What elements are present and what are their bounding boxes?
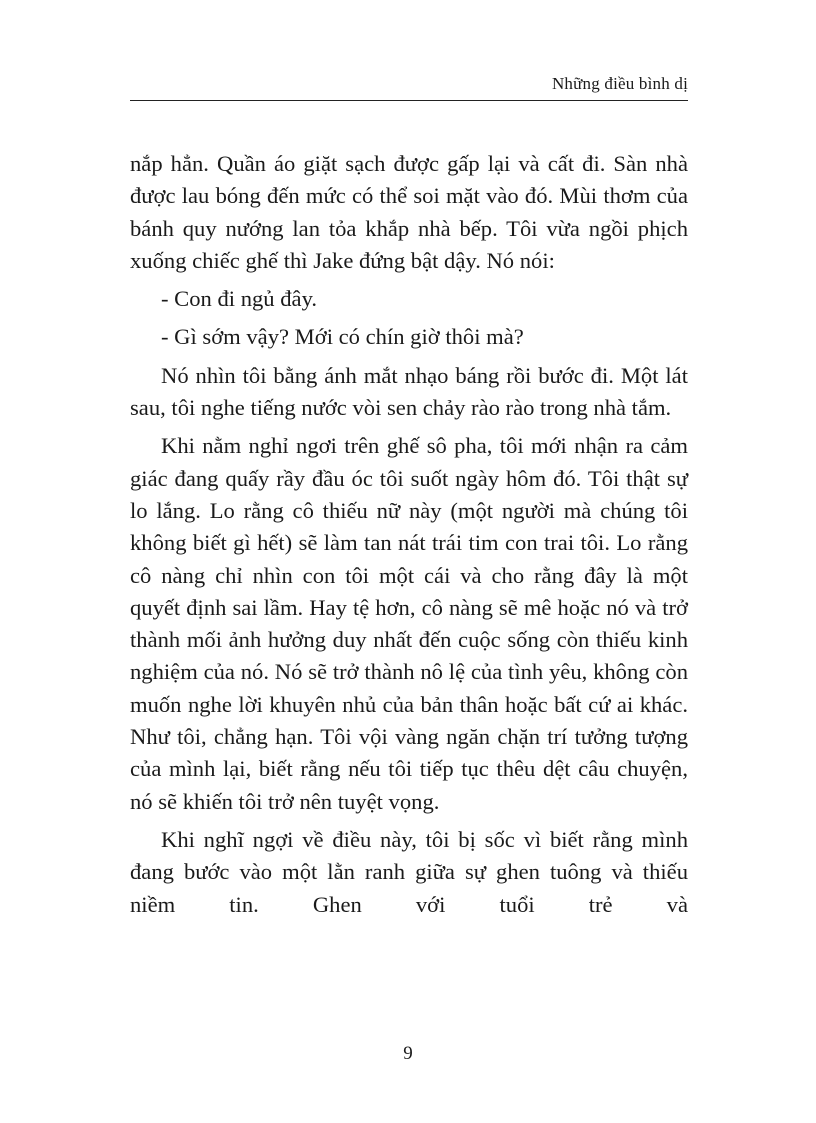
page-body <box>130 148 688 927</box>
paragraph: Khi nghĩ ngợi về điều này, tôi bị sốc vì biết rằng mình đang bước vào một lằn ranh giữa sự ghen tuông và thiếu niềm tin. Ghen với tuổi trẻ và <box>130 826 688 917</box>
running-header-title: Những điều bình dị <box>551 74 688 93</box>
paragraph: nắp hẳn. Quần áo giặt sạch được gấp lại và cất đi. Sàn nhà được lau bóng đến mức có thể soi mặt vào đó. Mùi thơm của bánh quy nướng lan tỏa khắp nhà bếp. Tôi vừa ngồi phịch xuống chiếc ghế thì Jake đứng bật dậy. Nó nói: <box>130 151 688 273</box>
dialogue-line: - Gì sớm vậy? Mới có chín giờ thôi mà? <box>161 324 524 350</box>
page-number: 9 <box>403 1043 413 1064</box>
paragraph: Nó nhìn tôi bằng ánh mắt nhạo báng rồi bước đi. Một lát sau, tôi nghe tiếng nước vòi sen chảy rào rào trong nhà tắm. <box>130 362 688 421</box>
paragraph: Khi nằm nghỉ ngơi trên ghế sô pha, tôi mới nhận ra cảm giác đang quấy rầy đầu óc tôi suốt ngày hôm đó. Tôi thật sự lo lắng. Lo rằng cô thiếu nữ này (một người mà chúng tôi không biết gì hết) sẽ làm tan nát trái tim con trai tôi. Lo rằng cô nàng chỉ nhìn con tôi một cái và cho rằng đây là một quyết định sai lầm. Hay tệ hơn, cô nàng sẽ mê hoặc nó và trở thành mối ảnh hưởng duy nhất đến cuộc sống còn thiếu kinh nghiệm của nó. Nó sẽ trở thành nô lệ của tình yêu, không còn muốn nghe lời khuyên nhủ của bản thân hoặc bất cứ ai khác. Như tôi, chẳng hạn. Tôi vội vàng ngăn chặn trí tưởng tượng của mình lại, biết rằng nếu tôi tiếp tục thêu dệt câu chuyện, nó sẽ khiến tôi trở nên tuyệt vọng. <box>130 433 688 814</box>
running-header <box>130 74 688 101</box>
dialogue-line: - Con đi ngủ đây. <box>161 286 318 312</box>
